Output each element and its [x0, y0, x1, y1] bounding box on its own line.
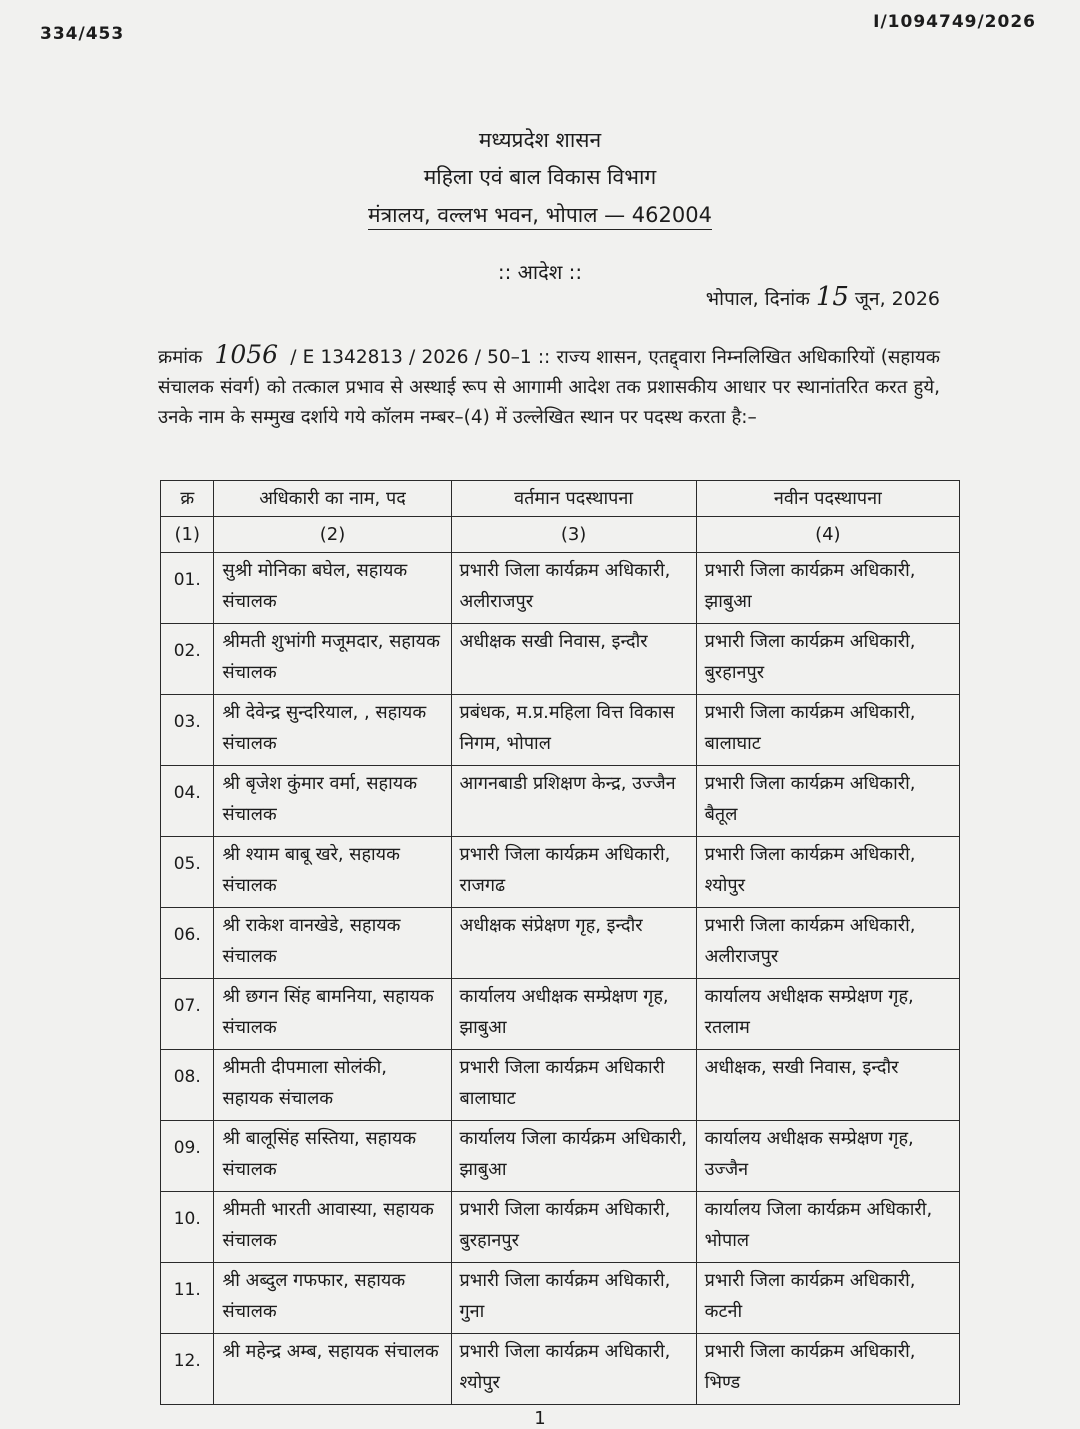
officer-name-cell: श्री राकेश वानखेडे, सहायक संचालक — [214, 908, 451, 979]
new-posting-cell: प्रभारी जिला कार्यक्रम अधिकारी, झाबुआ — [696, 553, 959, 624]
table-row — [161, 1263, 960, 1334]
order-reference: / E 1342813 / 2026 / 50–1 :: — [290, 347, 551, 368]
serial-cell: 06. — [161, 908, 214, 979]
order-number-prefix: क्रमांक — [158, 347, 203, 368]
serial-cell: 03. — [161, 695, 214, 766]
column-index-row — [161, 517, 960, 553]
serial-cell: 05. — [161, 837, 214, 908]
current-posting-cell: प्रभारी जिला कार्यक्रम अधिकारी, बुरहानपुर — [451, 1192, 696, 1263]
table-row — [161, 624, 960, 695]
new-posting-cell: प्रभारी जिला कार्यक्रम अधिकारी, भिण्ड — [696, 1334, 959, 1405]
current-posting-cell: कार्यालय अधीक्षक सम्प्रेक्षण गृह, झाबुआ — [451, 979, 696, 1050]
current-posting-cell: अधीक्षक सखी निवास, इन्दौर — [451, 624, 696, 695]
order-title: :: आदेश :: — [497, 260, 583, 284]
transfer-table — [160, 480, 960, 1405]
date-prefix: भोपाल, दिनांक — [705, 288, 810, 310]
new-posting-cell: कार्यालय जिला कार्यक्रम अधिकारी, भोपाल — [696, 1192, 959, 1263]
new-posting-cell: कार्यालय अधीक्षक सम्प्रेक्षण गृह, रतलाम — [696, 979, 959, 1050]
date-day-handwritten: 15 — [815, 282, 849, 312]
header-new-posting: नवीन पदस्थापना — [696, 481, 959, 517]
current-posting-cell: प्रभारी जिला कार्यक्रम अधिकारी, अलीराजपुर — [451, 553, 696, 624]
officer-name-cell: श्री श्याम बाबू खरे, सहायक संचालक — [214, 837, 451, 908]
header-serial: क्र — [161, 481, 214, 517]
new-posting-cell: अधीक्षक, सखी निवास, इन्दौर — [696, 1050, 959, 1121]
column-index: (1) — [161, 517, 214, 553]
header-government: मध्यप्रदेश शासन — [478, 128, 602, 152]
officer-name-cell: सुश्री मोनिका बघेल, सहायक संचालक — [214, 553, 451, 624]
serial-cell: 11. — [161, 1263, 214, 1334]
officer-name-cell: श्री अब्दुल गफफार, सहायक संचालक — [214, 1263, 451, 1334]
serial-cell: 10. — [161, 1192, 214, 1263]
new-posting-cell: कार्यालय अधीक्षक सम्प्रेक्षण गृह, उज्जैन — [696, 1121, 959, 1192]
date-suffix: जून, 2026 — [854, 288, 940, 310]
column-index: (4) — [696, 517, 959, 553]
serial-cell: 07. — [161, 979, 214, 1050]
serial-cell: 01. — [161, 553, 214, 624]
order-paragraph — [158, 340, 940, 433]
serial-cell: 02. — [161, 624, 214, 695]
table-row — [161, 908, 960, 979]
table-header-row — [161, 481, 960, 517]
header-department: महिला एवं बाल विकास विभाग — [423, 165, 657, 189]
table-row — [161, 1121, 960, 1192]
officer-name-cell: श्रीमती शुभांगी मजूमदार, सहायक संचालक — [214, 624, 451, 695]
officer-name-cell: श्रीमती भारती आवास्या, सहायक संचालक — [214, 1192, 451, 1263]
current-posting-cell: प्रभारी जिला कार्यक्रम अधिकारी, गुना — [451, 1263, 696, 1334]
serial-cell: 09. — [161, 1121, 214, 1192]
current-posting-cell: प्रभारी जिला कार्यक्रम अधिकारी, श्योपुर — [451, 1334, 696, 1405]
new-posting-cell: प्रभारी जिला कार्यक्रम अधिकारी, बालाघाट — [696, 695, 959, 766]
current-posting-cell: प्रबंधक, म.प्र.महिला वित्त विकास निगम, भोपाल — [451, 695, 696, 766]
column-index: (2) — [214, 517, 451, 553]
new-posting-cell: प्रभारी जिला कार्यक्रम अधिकारी, बुरहानपुर — [696, 624, 959, 695]
table-row — [161, 1334, 960, 1405]
table-row — [161, 837, 960, 908]
table-row — [161, 766, 960, 837]
current-posting-cell: आगनबाडी प्रशिक्षण केन्द्र, उज्जैन — [451, 766, 696, 837]
serial-cell: 08. — [161, 1050, 214, 1121]
header-address — [0, 201, 1080, 229]
officer-name-cell: श्री छगन सिंह बामनिया, सहायक संचालक — [214, 979, 451, 1050]
header-current-posting: वर्तमान पदस्थापना — [451, 481, 696, 517]
new-posting-cell: प्रभारी जिला कार्यक्रम अधिकारी, बैतूल — [696, 766, 959, 837]
table-row — [161, 1050, 960, 1121]
officer-name-cell: श्री देवेन्द्र सुन्दरियाल, , सहायक संचालक — [214, 695, 451, 766]
table-row — [161, 1192, 960, 1263]
officer-name-cell: श्री महेन्द्र अम्ब, सहायक संचालक — [214, 1334, 451, 1405]
officer-name-cell: श्री बृजेश कुंमार वर्मा, सहायक संचालक — [214, 766, 451, 837]
officer-name-cell: श्री बालूसिंह सस्तिया, सहायक संचालक — [214, 1121, 451, 1192]
table-row — [161, 553, 960, 624]
serial-cell: 12. — [161, 1334, 214, 1405]
new-posting-cell: प्रभारी जिला कार्यक्रम अधिकारी, अलीराजपुर — [696, 908, 959, 979]
file-reference: I/1094749/2026 — [873, 12, 1036, 32]
current-posting-cell: प्रभारी जिला कार्यक्रम अधिकारी, राजगढ — [451, 837, 696, 908]
column-index: (3) — [451, 517, 696, 553]
current-posting-cell: प्रभारी जिला कार्यक्रम अधिकारी बालाघाट — [451, 1050, 696, 1121]
new-posting-cell: प्रभारी जिला कार्यक्रम अधिकारी, श्योपुर — [696, 837, 959, 908]
officer-name-cell: श्रीमती दीपमाला सोलंकी, सहायक संचालक — [214, 1050, 451, 1121]
order-body-text: राज्य शासन, एतद्द्वारा निम्नलिखित अधिकारियों (सहायक संचालक संवर्ग) को तत्काल प्रभाव से अस्थाई रूप से आगामी आदेश तक प्रशासकीय आधार पर स्थानांतरित करत हुये, उनके नाम के सम्मुख दर्शाये गये कॉलम नम्बर–(4) में उल्लेखित स्थान पर पदस्थ करता है:– — [158, 347, 940, 428]
header-address-text: मंत्रालय, वल्लभ भवन, भोपाल — 462004 — [368, 203, 712, 230]
header-officer-name: अधिकारी का नाम, पद — [214, 481, 451, 517]
table-row — [161, 979, 960, 1050]
page-number: 1 — [534, 1408, 546, 1429]
new-posting-cell: प्रभारी जिला कार्यक्रम अधिकारी, कटनी — [696, 1263, 959, 1334]
table-row — [161, 695, 960, 766]
page-counter: 334/453 — [40, 24, 125, 44]
date-line — [706, 282, 940, 312]
serial-cell: 04. — [161, 766, 214, 837]
order-number-handwritten: 1056 — [214, 340, 279, 369]
current-posting-cell: अधीक्षक संप्रेक्षण गृह, इन्दौर — [451, 908, 696, 979]
current-posting-cell: कार्यालय जिला कार्यक्रम अधिकारी, झाबुआ — [451, 1121, 696, 1192]
